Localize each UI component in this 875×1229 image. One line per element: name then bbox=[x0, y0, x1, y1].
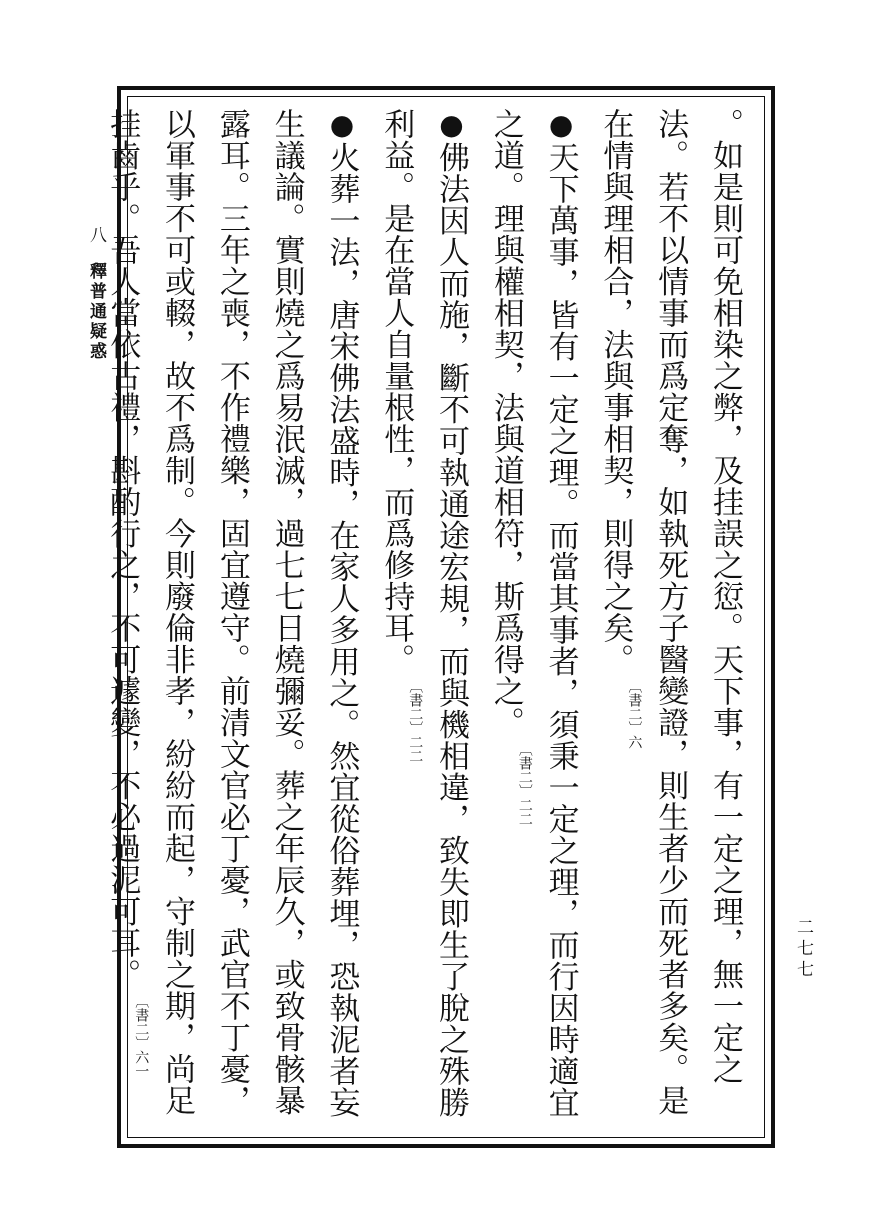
paragraph-4 bbox=[94, 108, 368, 1126]
bullet-marker: ● bbox=[435, 108, 469, 142]
page-number: 二七七 bbox=[793, 918, 813, 981]
citation-note: 〔書二〕二二 bbox=[407, 679, 424, 763]
paragraph-text: 天下萬事，皆有一定之理。而當其事者，須秉一定之理，而行因時適宜之道。理與權相契，法與道相符，斯爲得之。 bbox=[487, 108, 579, 1118]
chapter-marker: 八 bbox=[86, 226, 106, 243]
bullet-marker: ● bbox=[325, 108, 359, 142]
citation-note: 〔書二〕六一 bbox=[133, 994, 150, 1078]
paragraph-text: 佛法因人而施，斷不可執通途宏規，而與機相違，致失即生了脫之殊勝利益。是在當人自量根性，而爲修持耳。 bbox=[378, 108, 470, 1118]
paragraph-2 bbox=[478, 108, 588, 1126]
citation-note: 〔書二〕二二 bbox=[516, 742, 533, 826]
paragraph-text: 火葬一法，唐宋佛法盛時，在家人多用之。然宜從俗葬埋，恐執泥者妄生議論。實則燒之爲易泯滅，過七七日燒彌妥。葬之年辰久，或致骨骸暴露耳。三年之喪，不作禮樂，固宜遵守。前清文官必丁憂，武官不丁憂，以軍事不可或輟，故不爲制。今則廢倫非孝，紛紛而起，守制之期，尚足挂齒乎。吾人當依古禮，斟酌行之，不可遽變，不必過泥可耳。 bbox=[104, 108, 360, 1118]
citation-note: 〔書二〕六 bbox=[626, 679, 643, 749]
main-text bbox=[104, 108, 752, 1126]
bullet-marker: ● bbox=[544, 108, 578, 142]
book-title: 釋普通疑惑 bbox=[86, 262, 106, 362]
paragraph-3 bbox=[368, 108, 478, 1126]
paragraph-1 bbox=[588, 108, 752, 1126]
paragraph-text: 。如是則可免相染之弊，及挂誤之愆。天下事，有一定之理，無一定之法。若不以情事而爲定奪，如執死方子醫變證，則生者少而死者多矣。是在情與理相合，法與事相契，則得之矣。 bbox=[597, 108, 743, 1116]
